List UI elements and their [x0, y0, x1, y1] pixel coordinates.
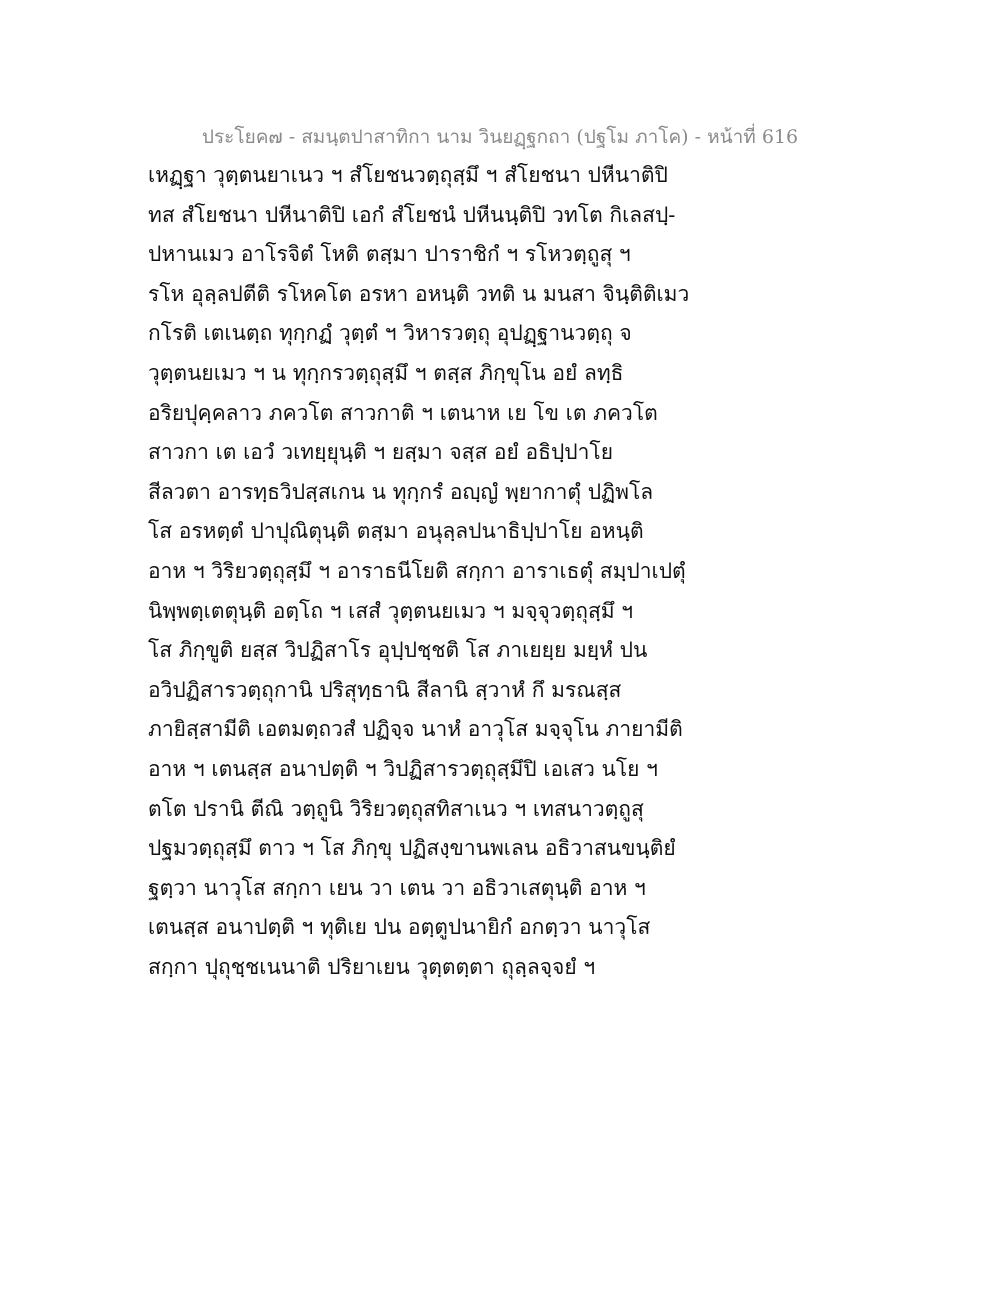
text-line: สกฺกา ปุถุชฺชเนนาติ ปริยาเยน วุตฺตตฺตา ถุลฺลจฺจยํ ฯ — [148, 954, 596, 979]
text-line: นิพฺพตฺเตตุนฺติ อตฺโถ ฯ เสสํ วุตฺตนยเมว ฯ มจฺจุวตฺถุสฺมึ ฯ — [148, 598, 634, 623]
text-line: ภายิสฺสามีติ เอตมตฺถวสํ ปฏิจฺจ นาหํ อาวุโส มจฺจุโน ภายามีติ — [148, 717, 683, 742]
text-line: กโรติ เตเนตฺถ ทุกฺกฏํ วุตฺตํ ฯ วิหารวตฺถุ อุปฏฺฐานวตฺถุ จ — [148, 321, 632, 346]
text-line: เตนสฺส อนาปตฺติ ฯ ทุติเย ปน อตฺตูปนายิกํ อกตฺวา นาวุโส — [148, 915, 651, 940]
running-title: ประโยค๗ - สมนฺตปาสาทิกา นาม วินยฏฺฐกถา (ปฐโม ภาโค) - หน้าที่ 616 — [201, 126, 799, 148]
text-line: อวิปฏิสารวตฺถุกานิ ปริสุทฺธานิ สีลานิ สฺวาหํ กึ มรณสฺส — [148, 677, 622, 702]
text-line: รโห อุลฺลปตีติ รโหคโต อรหา อหนฺติ วทติ น มนสา จินฺติติเมว — [148, 281, 690, 306]
text-line: โส อรหตฺตํ ปาปุณิตุนฺติ ตสฺมา อนุลฺลปนาธิปฺปาโย อหนฺติ — [148, 519, 644, 544]
body-text — [148, 156, 848, 987]
text-line: ทส สํโยชนา ปหีนาติปิ เอกํ สํโยชนํ ปหีนนฺติปิ วทโต กิเลสปฺ- — [148, 202, 676, 227]
text-line: วุตฺตนยเมว ฯ น ทุกฺกรวตฺถุสฺมึ ฯ ตสฺส ภิกฺขุโน อยํ ลทฺธิ — [148, 360, 624, 385]
text-line: อาห ฯ เตนสฺส อนาปตฺติ ฯ วิปฏิสารวตฺถุสฺมึปิ เอเสว นโย ฯ — [148, 756, 658, 781]
text-line: ปฐมวตฺถุสฺมึ ตาว ฯ โส ภิกฺขุ ปฏิสงฺขานพเลน อธิวาสนขนฺติยํ — [148, 836, 676, 861]
text-line: เหฏฺฐา วุตฺตนยาเนว ฯ สํโยชนวตฺถุสฺมึ ฯ สํโยชนา ปหีนาติปิ — [148, 163, 668, 187]
text-line: สาวกา เต เอวํ วเทยฺยุนฺติ ฯ ยสฺมา จสฺส อยํ อธิปฺปาโย — [148, 440, 613, 465]
page-header — [0, 122, 1000, 152]
text-line: ปหานเมว อาโรจิตํ โหติ ตสฺมา ปาราชิกํ ฯ รโหวตฺถูสุ ฯ — [148, 242, 631, 267]
text-line: สีลวตา อารทฺธวิปสฺสเกน น ทุกฺกรํ อญฺญํ พฺยากาตุํ ปฏิพโล — [148, 479, 654, 504]
text-line: อริยปุคฺคลาว ภควโต สาวกาติ ฯ เตนาห เย โข เต ภควโต — [148, 400, 658, 425]
text-line: ตโต ปรานิ ตีณิ วตฺถูนิ วิริยวตฺถุสทิสาเนว ฯ เทสนาวตฺถูสุ — [148, 796, 644, 821]
text-line: อาห ฯ วิริยวตฺถุสฺมึ ฯ อาราธนีโยติ สกฺกา อาราเธตุํ สมฺปาเปตุํ — [148, 558, 686, 583]
text-line: โส ภิกฺขูติ ยสฺส วิปฏิสาโร อุปฺปชฺชติ โส ภาเยยฺย มยฺหํ ปน — [148, 638, 648, 663]
text-line: ฐตฺวา นาวุโส สกฺกา เยน วา เตน วา อธิวาเสตุนฺติ อาห ฯ — [148, 875, 646, 900]
